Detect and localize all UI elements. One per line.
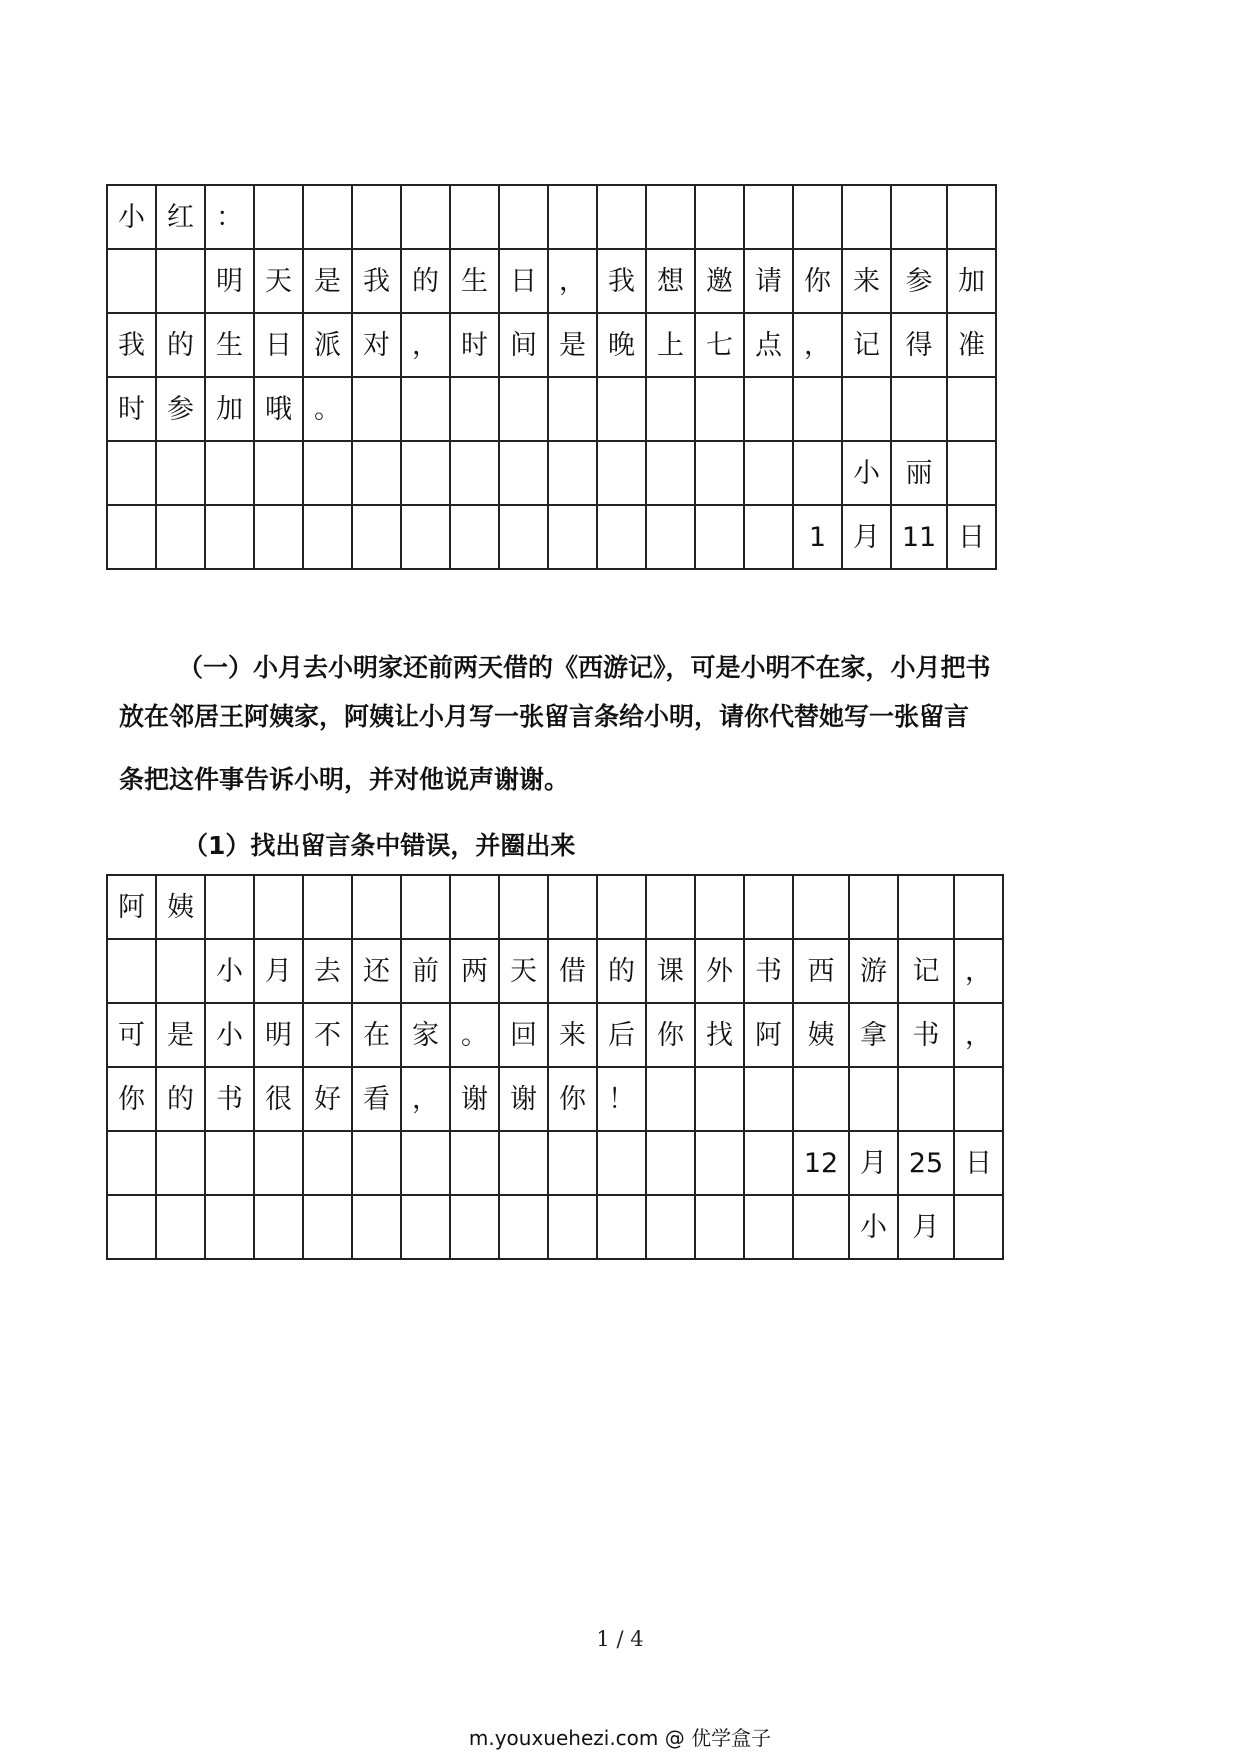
grid-cell: 加 xyxy=(947,249,996,313)
grid-cell xyxy=(898,1067,954,1131)
grid-cell: 月 xyxy=(842,505,891,569)
grid-cell: 阿 xyxy=(107,875,156,939)
grid-cell xyxy=(793,1067,849,1131)
grid-row xyxy=(107,1195,1003,1259)
grid-cell: ， xyxy=(954,939,1003,1003)
grid-cell xyxy=(898,875,954,939)
grid-cell xyxy=(254,875,303,939)
grid-cell: 得 xyxy=(891,313,947,377)
grid-cell: 还 xyxy=(352,939,401,1003)
grid-cell xyxy=(744,441,793,505)
grid-cell: ！ xyxy=(597,1067,646,1131)
grid-row xyxy=(107,185,996,249)
grid-cell xyxy=(695,875,744,939)
grid-cell xyxy=(849,1067,898,1131)
grid-cell: 小 xyxy=(205,939,254,1003)
grid-cell xyxy=(107,939,156,1003)
grid-cell xyxy=(548,377,597,441)
grid-cell xyxy=(548,1195,597,1259)
grid-cell xyxy=(303,185,352,249)
grid-row xyxy=(107,1131,1003,1195)
grid-cell: 我 xyxy=(597,249,646,313)
grid-cell xyxy=(597,1195,646,1259)
grid-cell: 我 xyxy=(107,313,156,377)
grid-row xyxy=(107,1003,1003,1067)
grid-cell xyxy=(947,441,996,505)
grid-cell: 红 xyxy=(156,185,205,249)
grid-cell: ： xyxy=(205,185,254,249)
grid-row xyxy=(107,377,996,441)
grid-cell: 参 xyxy=(156,377,205,441)
grid-cell: ， xyxy=(401,313,450,377)
grid-cell xyxy=(205,441,254,505)
grid-cell: 你 xyxy=(107,1067,156,1131)
grid-cell: 月 xyxy=(254,939,303,1003)
grid-cell: 好 xyxy=(303,1067,352,1131)
grid-cell: 哦 xyxy=(254,377,303,441)
grid-cell: 小 xyxy=(849,1195,898,1259)
grid-cell xyxy=(744,875,793,939)
grid-cell: 不 xyxy=(303,1003,352,1067)
grid-cell xyxy=(695,1195,744,1259)
grid-cell xyxy=(646,441,695,505)
grid-cell xyxy=(597,377,646,441)
grid-cell xyxy=(303,1131,352,1195)
grid-cell: 日 xyxy=(947,505,996,569)
grid-cell: 你 xyxy=(548,1067,597,1131)
grid-cell xyxy=(254,441,303,505)
grid-cell xyxy=(499,441,548,505)
grid-cell: 的 xyxy=(156,313,205,377)
grid-cell xyxy=(646,875,695,939)
grid-cell xyxy=(352,441,401,505)
grid-cell xyxy=(107,441,156,505)
grid-cell xyxy=(156,1195,205,1259)
grid-cell xyxy=(205,1131,254,1195)
grid-cell: 前 xyxy=(401,939,450,1003)
grid-cell: 记 xyxy=(898,939,954,1003)
grid-cell xyxy=(793,185,842,249)
grid-cell xyxy=(156,249,205,313)
message-grid-2 xyxy=(106,874,1004,1260)
grid-cell xyxy=(793,1195,849,1259)
grid-cell: 的 xyxy=(156,1067,205,1131)
grid-cell: 明 xyxy=(205,249,254,313)
grid-cell xyxy=(842,377,891,441)
grid-cell: 派 xyxy=(303,313,352,377)
grid-cell xyxy=(954,1067,1003,1131)
grid-cell xyxy=(156,441,205,505)
grid-cell: 11 xyxy=(891,505,947,569)
grid-cell: 家 xyxy=(401,1003,450,1067)
grid-cell xyxy=(401,1195,450,1259)
grid-cell: 。 xyxy=(450,1003,499,1067)
grid-cell xyxy=(744,1195,793,1259)
grid-cell: ， xyxy=(954,1003,1003,1067)
grid-cell: 加 xyxy=(205,377,254,441)
grid-cell xyxy=(646,1195,695,1259)
grid-cell xyxy=(401,185,450,249)
grid-cell xyxy=(450,441,499,505)
grid-cell xyxy=(499,1195,548,1259)
footer-credit: m.youxuehezi.com @ 优学盒子 xyxy=(468,1726,772,1750)
grid-cell: ， xyxy=(401,1067,450,1131)
grid-cell: 很 xyxy=(254,1067,303,1131)
grid-cell xyxy=(401,1131,450,1195)
grid-row xyxy=(107,249,996,313)
grid-cell: ， xyxy=(793,313,842,377)
grid-cell: 月 xyxy=(898,1195,954,1259)
grid-cell: 在 xyxy=(352,1003,401,1067)
grid-cell xyxy=(450,505,499,569)
grid-cell xyxy=(548,185,597,249)
grid-cell xyxy=(254,1131,303,1195)
grid-cell: 回 xyxy=(499,1003,548,1067)
page-number: 1 / 4 xyxy=(596,1627,644,1651)
grid-cell: 生 xyxy=(450,249,499,313)
instruction-line-1: （一）小月去小明家还前两天借的《西游记》，可是小明不在家，小月把书 xyxy=(178,653,991,682)
grid-cell xyxy=(597,505,646,569)
instruction-line-3: 条把这件事告诉小明，并对他说声谢谢。 xyxy=(119,765,570,794)
task-instruction: （1）找出留言条中错误，并圈出来 xyxy=(183,831,576,860)
grid-cell xyxy=(548,441,597,505)
grid-cell xyxy=(597,1131,646,1195)
grid-cell xyxy=(156,939,205,1003)
grid-cell: 邀 xyxy=(695,249,744,313)
grid-cell xyxy=(107,505,156,569)
grid-cell: 后 xyxy=(597,1003,646,1067)
grid-cell: 是 xyxy=(548,313,597,377)
grid-cell xyxy=(695,441,744,505)
grid-cell xyxy=(744,185,793,249)
grid-cell: 你 xyxy=(793,249,842,313)
grid-cell xyxy=(401,441,450,505)
grid-cell: 找 xyxy=(695,1003,744,1067)
grid-cell: 点 xyxy=(744,313,793,377)
grid-cell xyxy=(793,875,849,939)
grid-cell: 姨 xyxy=(793,1003,849,1067)
grid-cell xyxy=(849,875,898,939)
grid-cell: 参 xyxy=(891,249,947,313)
grid-cell: 晚 xyxy=(597,313,646,377)
grid-cell: 我 xyxy=(352,249,401,313)
grid-cell xyxy=(646,505,695,569)
message-grid-1 xyxy=(106,184,997,570)
grid-cell xyxy=(401,875,450,939)
grid-cell xyxy=(695,1067,744,1131)
grid-cell xyxy=(744,1131,793,1195)
grid-cell xyxy=(156,1131,205,1195)
grid-row xyxy=(107,441,996,505)
grid-cell: 生 xyxy=(205,313,254,377)
grid-cell xyxy=(695,377,744,441)
grid-cell: 小 xyxy=(842,441,891,505)
grid-cell: 谢 xyxy=(499,1067,548,1131)
grid-cell: 小 xyxy=(107,185,156,249)
grid-cell: 外 xyxy=(695,939,744,1003)
grid-cell: 的 xyxy=(401,249,450,313)
grid-cell xyxy=(954,1195,1003,1259)
grid-cell xyxy=(352,1131,401,1195)
grid-cell xyxy=(695,505,744,569)
grid-cell xyxy=(891,377,947,441)
grid-cell xyxy=(646,185,695,249)
grid-cell xyxy=(401,377,450,441)
grid-cell xyxy=(450,1195,499,1259)
grid-cell xyxy=(450,875,499,939)
grid-cell xyxy=(352,505,401,569)
grid-cell: 来 xyxy=(548,1003,597,1067)
grid-cell xyxy=(450,185,499,249)
grid-cell xyxy=(597,441,646,505)
grid-cell xyxy=(303,441,352,505)
grid-cell: 书 xyxy=(744,939,793,1003)
grid-cell: 去 xyxy=(303,939,352,1003)
grid-cell xyxy=(450,377,499,441)
grid-cell xyxy=(744,505,793,569)
grid-cell xyxy=(401,505,450,569)
grid-cell: 七 xyxy=(695,313,744,377)
grid-cell xyxy=(499,1131,548,1195)
grid-cell xyxy=(646,1131,695,1195)
grid-cell: 丽 xyxy=(891,441,947,505)
grid-row xyxy=(107,1067,1003,1131)
grid-cell: 两 xyxy=(450,939,499,1003)
grid-cell xyxy=(352,185,401,249)
grid-cell xyxy=(205,875,254,939)
grid-cell xyxy=(793,441,842,505)
grid-cell: 借 xyxy=(548,939,597,1003)
grid-cell xyxy=(450,1131,499,1195)
grid-cell: 日 xyxy=(254,313,303,377)
grid-cell: 天 xyxy=(254,249,303,313)
grid-row xyxy=(107,505,996,569)
grid-cell xyxy=(597,185,646,249)
grid-cell: 可 xyxy=(107,1003,156,1067)
grid-cell: 上 xyxy=(646,313,695,377)
grid-cell: 想 xyxy=(646,249,695,313)
grid-cell xyxy=(947,377,996,441)
grid-cell: 对 xyxy=(352,313,401,377)
grid-cell: 姨 xyxy=(156,875,205,939)
grid-row xyxy=(107,875,1003,939)
grid-cell xyxy=(842,185,891,249)
grid-cell xyxy=(254,185,303,249)
grid-cell xyxy=(254,505,303,569)
grid-cell: 是 xyxy=(303,249,352,313)
grid-cell: 是 xyxy=(156,1003,205,1067)
grid-cell xyxy=(156,505,205,569)
grid-row xyxy=(107,313,996,377)
grid-cell: 25 xyxy=(898,1131,954,1195)
grid-cell: 时 xyxy=(107,377,156,441)
grid-cell xyxy=(597,875,646,939)
grid-cell: 天 xyxy=(499,939,548,1003)
grid-cell: 准 xyxy=(947,313,996,377)
grid-cell xyxy=(695,1131,744,1195)
instruction-line-2: 放在邻居王阿姨家，阿姨让小月写一张留言条给小明，请你代替她写一张留言 xyxy=(119,702,970,731)
grid-cell xyxy=(303,1195,352,1259)
grid-cell: 拿 xyxy=(849,1003,898,1067)
grid-cell xyxy=(947,185,996,249)
grid-cell: 1 xyxy=(793,505,842,569)
grid-cell: 12 xyxy=(793,1131,849,1195)
grid-cell: 课 xyxy=(646,939,695,1003)
grid-cell xyxy=(205,505,254,569)
grid-cell xyxy=(303,505,352,569)
grid-cell: 时 xyxy=(450,313,499,377)
grid-cell xyxy=(646,1067,695,1131)
grid-cell xyxy=(548,875,597,939)
grid-cell xyxy=(352,1195,401,1259)
grid-cell xyxy=(744,1067,793,1131)
grid-cell xyxy=(107,249,156,313)
grid-cell xyxy=(891,185,947,249)
grid-row xyxy=(107,939,1003,1003)
grid-cell: 谢 xyxy=(450,1067,499,1131)
grid-cell xyxy=(646,377,695,441)
grid-cell xyxy=(548,1131,597,1195)
grid-cell: 间 xyxy=(499,313,548,377)
grid-cell xyxy=(744,377,793,441)
grid-cell xyxy=(695,185,744,249)
grid-cell: 看 xyxy=(352,1067,401,1131)
grid-cell: 来 xyxy=(842,249,891,313)
grid-cell xyxy=(303,875,352,939)
grid-cell xyxy=(352,875,401,939)
grid-cell: 阿 xyxy=(744,1003,793,1067)
grid-cell xyxy=(499,377,548,441)
grid-cell: 月 xyxy=(849,1131,898,1195)
grid-cell xyxy=(352,377,401,441)
grid-cell xyxy=(499,875,548,939)
grid-cell xyxy=(499,505,548,569)
grid-cell: 请 xyxy=(744,249,793,313)
grid-cell xyxy=(107,1195,156,1259)
grid-cell xyxy=(205,1195,254,1259)
grid-cell: 书 xyxy=(205,1067,254,1131)
grid-cell xyxy=(499,185,548,249)
grid-cell: 你 xyxy=(646,1003,695,1067)
grid-cell: 。 xyxy=(303,377,352,441)
grid-cell: ， xyxy=(548,249,597,313)
grid-cell: 书 xyxy=(898,1003,954,1067)
grid-cell: 日 xyxy=(499,249,548,313)
grid-cell xyxy=(548,505,597,569)
grid-cell: 西 xyxy=(793,939,849,1003)
grid-cell: 的 xyxy=(597,939,646,1003)
grid-cell xyxy=(793,377,842,441)
grid-cell: 游 xyxy=(849,939,898,1003)
grid-cell xyxy=(954,875,1003,939)
grid-cell: 日 xyxy=(954,1131,1003,1195)
grid-cell: 小 xyxy=(205,1003,254,1067)
grid-cell: 明 xyxy=(254,1003,303,1067)
grid-cell xyxy=(254,1195,303,1259)
grid-cell: 记 xyxy=(842,313,891,377)
grid-cell xyxy=(107,1131,156,1195)
